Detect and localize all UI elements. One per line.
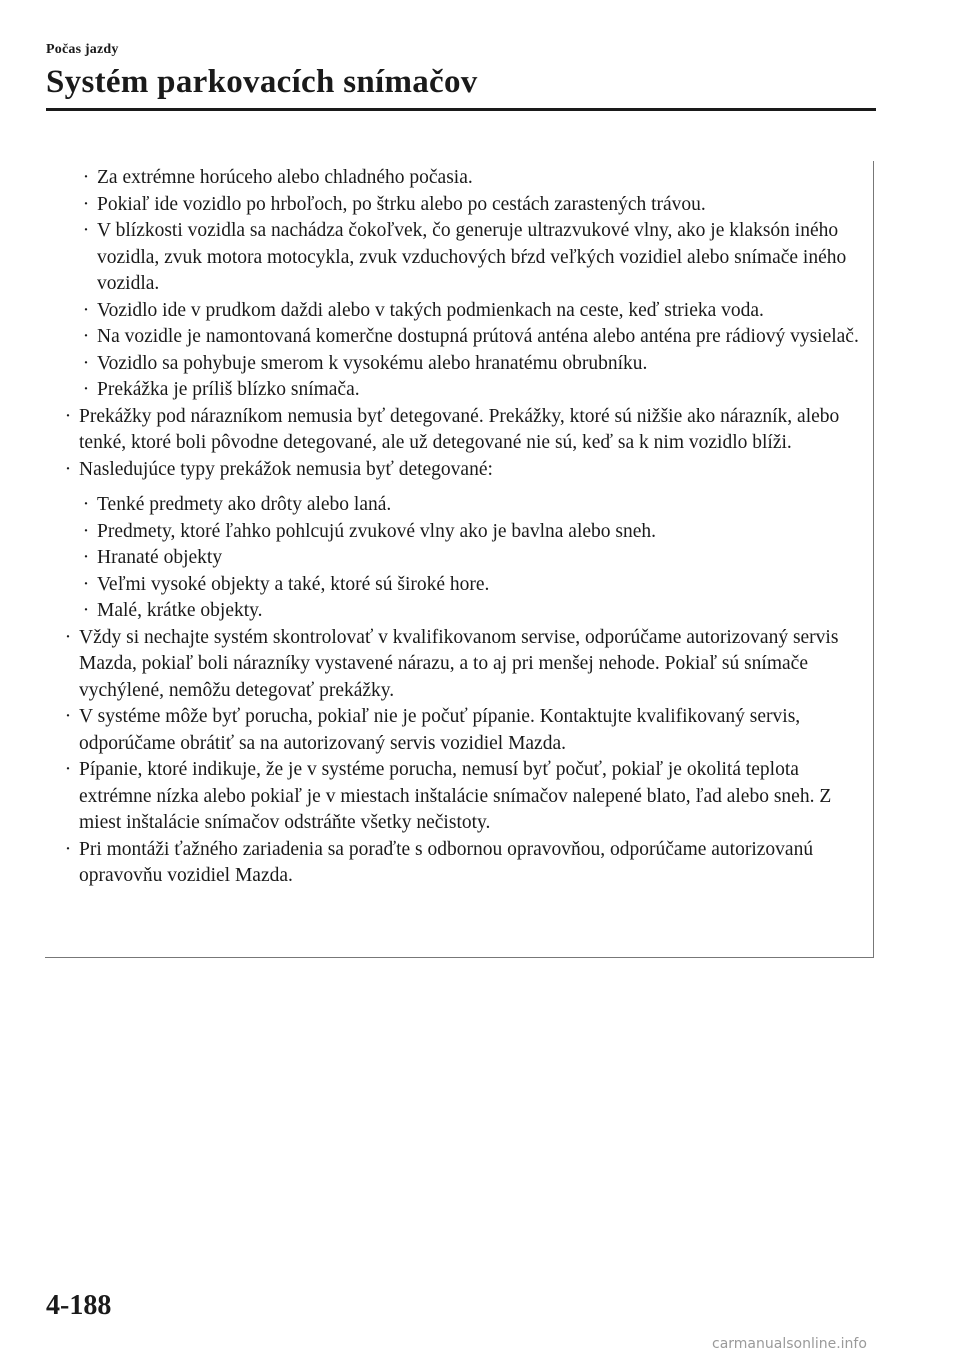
list-item-text: Veľmi vysoké objekty a také, ktoré sú široké hore. (97, 573, 490, 595)
bullet-icon: · (82, 299, 90, 321)
list-item-text: Pípanie, ktoré indikuje, že je v systéme porucha, nemusí byť počuť, pokiaľ je okolitá teplota extrémne nízka alebo pokiaľ je v miestach inštalácie snímačov nalepené blato, ľad alebo sneh. Z miest inštalácie snímačov odstráňte všetky nečistoty. (79, 759, 832, 833)
list-item (45, 351, 869, 378)
list-item-text: Tenké predmety ako drôty alebo laná. (97, 494, 392, 515)
list-item-text: Za extrémne horúceho alebo chladného počasia. (97, 167, 473, 188)
list-item (45, 625, 869, 705)
list-item (45, 298, 869, 325)
list-item-text: Vozidlo ide v prudkom daždi alebo v takých podmienkach na ceste, keď strieka voda. (97, 299, 764, 321)
bullet-icon: · (64, 458, 72, 480)
page-number: 4-188 (46, 1290, 112, 1321)
list-item-text: Vozidlo sa pohybuje smerom k vysokému alebo hranatému obrubníku. (97, 352, 648, 374)
bullet-icon: · (82, 352, 90, 374)
list-item-text: Predmety, ktoré ľahko pohlcujú zvukové vlny ako je bavlna alebo sneh. (97, 520, 657, 542)
bullet-icon: · (82, 600, 90, 621)
bullet-icon: · (82, 220, 90, 241)
list-item-text: Vždy si nechajte systém skontrolovať v kvalifikovanom servise, odporúčame autorizovaný servis Mazda, pokiaľ boli nárazníky vystavené nárazu, a to aj pri menšej nehode. Pokiaľ sú snímače vychýlené, nemôžu detegovať prekážky. (79, 626, 839, 701)
bullet-icon: · (64, 706, 72, 727)
list-item-text: V systéme môže byť porucha, pokiaľ nie je počuť pípanie. Kontaktujte kvalifikovaný servis, odporúčame obrátiť sa na autorizovaný servis vozidiel Mazda. (79, 706, 801, 754)
list-item-text: Pokiaľ ide vozidlo po hrboľoch, po štrku alebo po cestách zarastených trávou. (97, 193, 706, 215)
list-item-text: Prekážky pod nárazníkom nemusia byť detegované. Prekážky, ktoré sú nižšie ako nárazník, alebo tenké, ktoré boli pôvodne detegované, ale už detegované nie sú, keď sa k nim vozidlo blíži. (79, 405, 840, 453)
list-item (45, 837, 869, 890)
list-item (45, 404, 869, 457)
section-label: Počas jazdy (46, 42, 119, 57)
list-item (45, 165, 869, 192)
list-item (45, 218, 869, 298)
watermark: carmanualsonline.info (712, 1336, 867, 1352)
list-item (45, 377, 869, 404)
bullet-icon: · (82, 573, 90, 595)
title-divider (46, 108, 876, 111)
list-item-text: Na vozidle je namontovaná komerčne dostupná prútová anténa alebo anténa pre rádiový vysielač. (97, 326, 859, 347)
bullet-icon: · (64, 405, 72, 427)
bullet-icon: · (64, 626, 72, 648)
list-item (45, 704, 869, 757)
list-item (45, 492, 869, 519)
list-item (45, 757, 869, 837)
bullet-icon: · (82, 494, 90, 515)
list-item-text: Prekážka je príliš blízko snímača. (97, 379, 360, 400)
page-title: Systém parkovacích snímačov (46, 64, 478, 100)
list-item-text: Pri montáži ťažného zariadenia sa poraďte s odbornou opravovňou, odporúčame autorizovanú opravovňu vozidiel Mazda. (79, 838, 814, 886)
bullet-icon: · (82, 547, 90, 568)
bullet-icon: · (64, 759, 72, 780)
bullet-icon: · (82, 167, 90, 188)
list-item (45, 192, 869, 219)
list-item (45, 519, 869, 546)
list-item-text: Nasledujúce typy prekážok nemusia byť detegované: (79, 458, 493, 480)
bullet-icon: · (82, 193, 90, 215)
list-item (45, 457, 869, 484)
caution-list (45, 165, 869, 890)
list-item (45, 324, 869, 351)
list-item (45, 572, 869, 599)
caution-box (45, 161, 874, 958)
bullet-icon: · (82, 520, 90, 542)
bullet-icon: · (82, 326, 90, 347)
list-item (45, 545, 869, 572)
list-item (45, 598, 869, 625)
list-item-text: Hranaté objekty (97, 547, 223, 568)
list-item-text: Malé, krátke objekty. (97, 600, 263, 621)
bullet-icon: · (64, 838, 72, 860)
list-item-text: V blízkosti vozidla sa nachádza čokoľvek, čo generuje ultrazvukové vlny, ako je klaksón iného vozidla, zvuk motora motocykla, zvuk vzduchových bŕzd veľkých vozidiel alebo snímače iného vozidla. (97, 220, 847, 294)
list-spacer (45, 483, 869, 492)
bullet-icon: · (82, 379, 90, 400)
